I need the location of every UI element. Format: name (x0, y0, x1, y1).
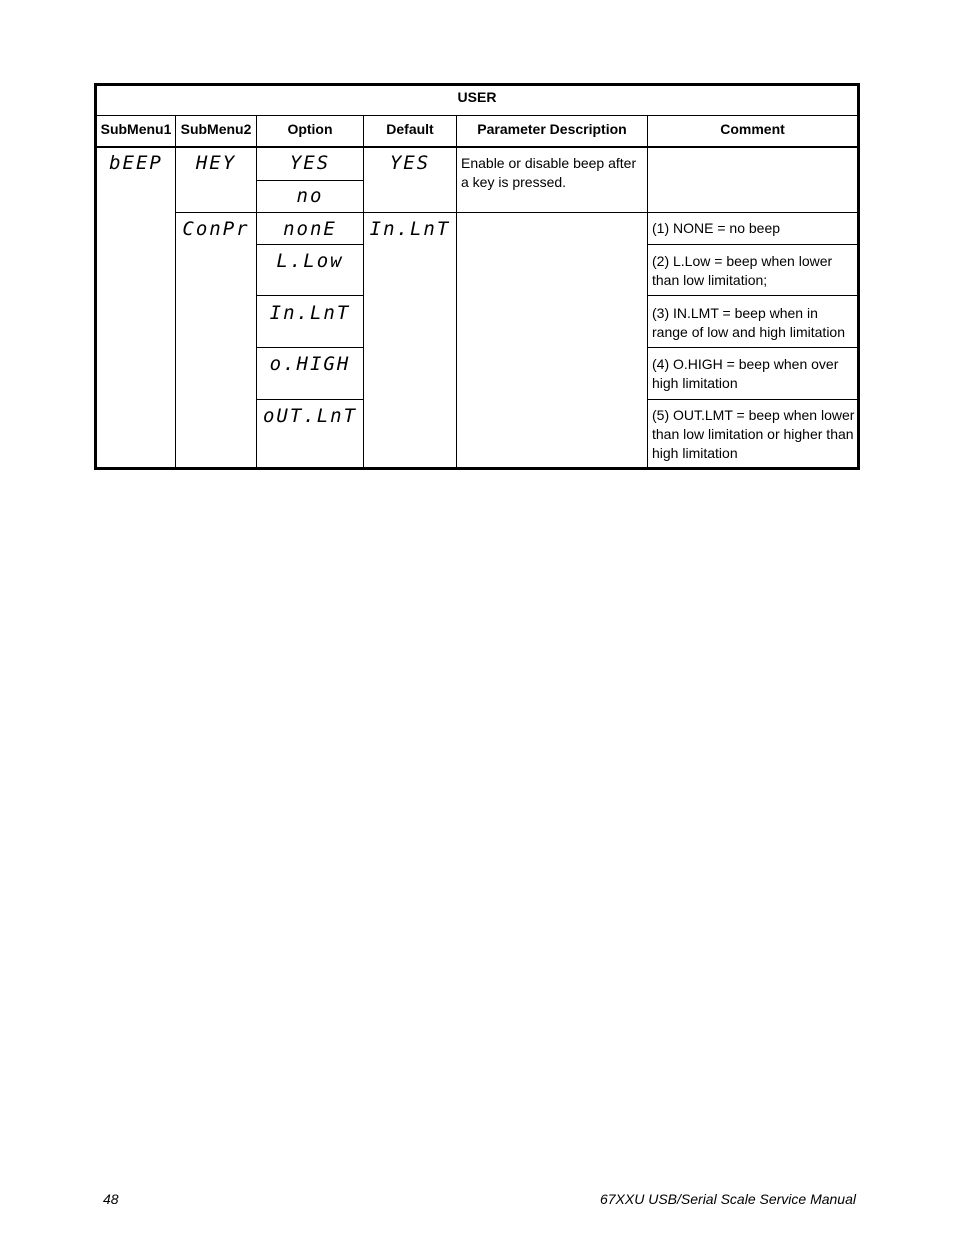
header-submenu2: SubMenu2 (180, 121, 252, 137)
comment-o-high: (4) O.HIGH = beep when over high limitation (652, 356, 839, 391)
row-divider-4 (256, 399, 364, 400)
row-divider-4-comment (647, 399, 857, 400)
option-in-limit: In.LnT (269, 302, 351, 324)
row-divider-1-comment (647, 244, 857, 245)
header-submenu1: SubMenu1 (100, 121, 172, 137)
beep-compare-divider (175, 212, 857, 213)
default-in-limit: In.LnT (369, 218, 451, 240)
beep-description: Enable or disable beep after a key is pressed. (461, 155, 637, 190)
comment-l-low: (2) L.Low = beep when lower than low limitation; (652, 253, 833, 288)
header-option: Option (287, 121, 333, 137)
option-l-low: L.Low (276, 250, 344, 272)
default-yes: YES (389, 152, 431, 174)
col-divider-4 (456, 115, 457, 467)
page-number: 48 (103, 1191, 119, 1207)
row-divider-3-comment (647, 347, 857, 348)
title-divider (97, 115, 857, 116)
comment-none: (1) NONE = no beep (652, 220, 781, 236)
table-title: USER (457, 89, 497, 105)
option-yes: YES (289, 152, 331, 174)
row-divider-1 (256, 244, 364, 245)
row-divider-2 (256, 295, 364, 296)
row-divider-2-comment (647, 295, 857, 296)
submenu2-compare: ConPr (182, 218, 250, 240)
col-divider-5 (647, 115, 648, 467)
header-default: Default (386, 121, 434, 137)
submenu2-key: HEY (195, 152, 237, 174)
user-parameter-table (94, 83, 860, 470)
option-divider-yes-no (256, 180, 364, 181)
row-divider-3 (256, 347, 364, 348)
comment-in-limit: (3) IN.LMT = beep when in range of low and high limitation (652, 305, 846, 340)
option-out-limit: oUT.LnT (262, 405, 358, 427)
option-none: nonE (283, 218, 337, 240)
header-divider (97, 146, 857, 148)
comment-out-limit: (5) OUT.LMT = beep when lower than low limitation or higher than high limitation (652, 407, 855, 461)
option-no: no (296, 185, 324, 207)
submenu1-beep: bEEP (109, 152, 163, 174)
option-o-high: o.HIGH (269, 353, 351, 375)
header-comment: Comment (720, 121, 785, 137)
header-parameter-description: Parameter Description (477, 121, 627, 137)
manual-title: 67XXU USB/Serial Scale Service Manual (599, 1191, 856, 1207)
